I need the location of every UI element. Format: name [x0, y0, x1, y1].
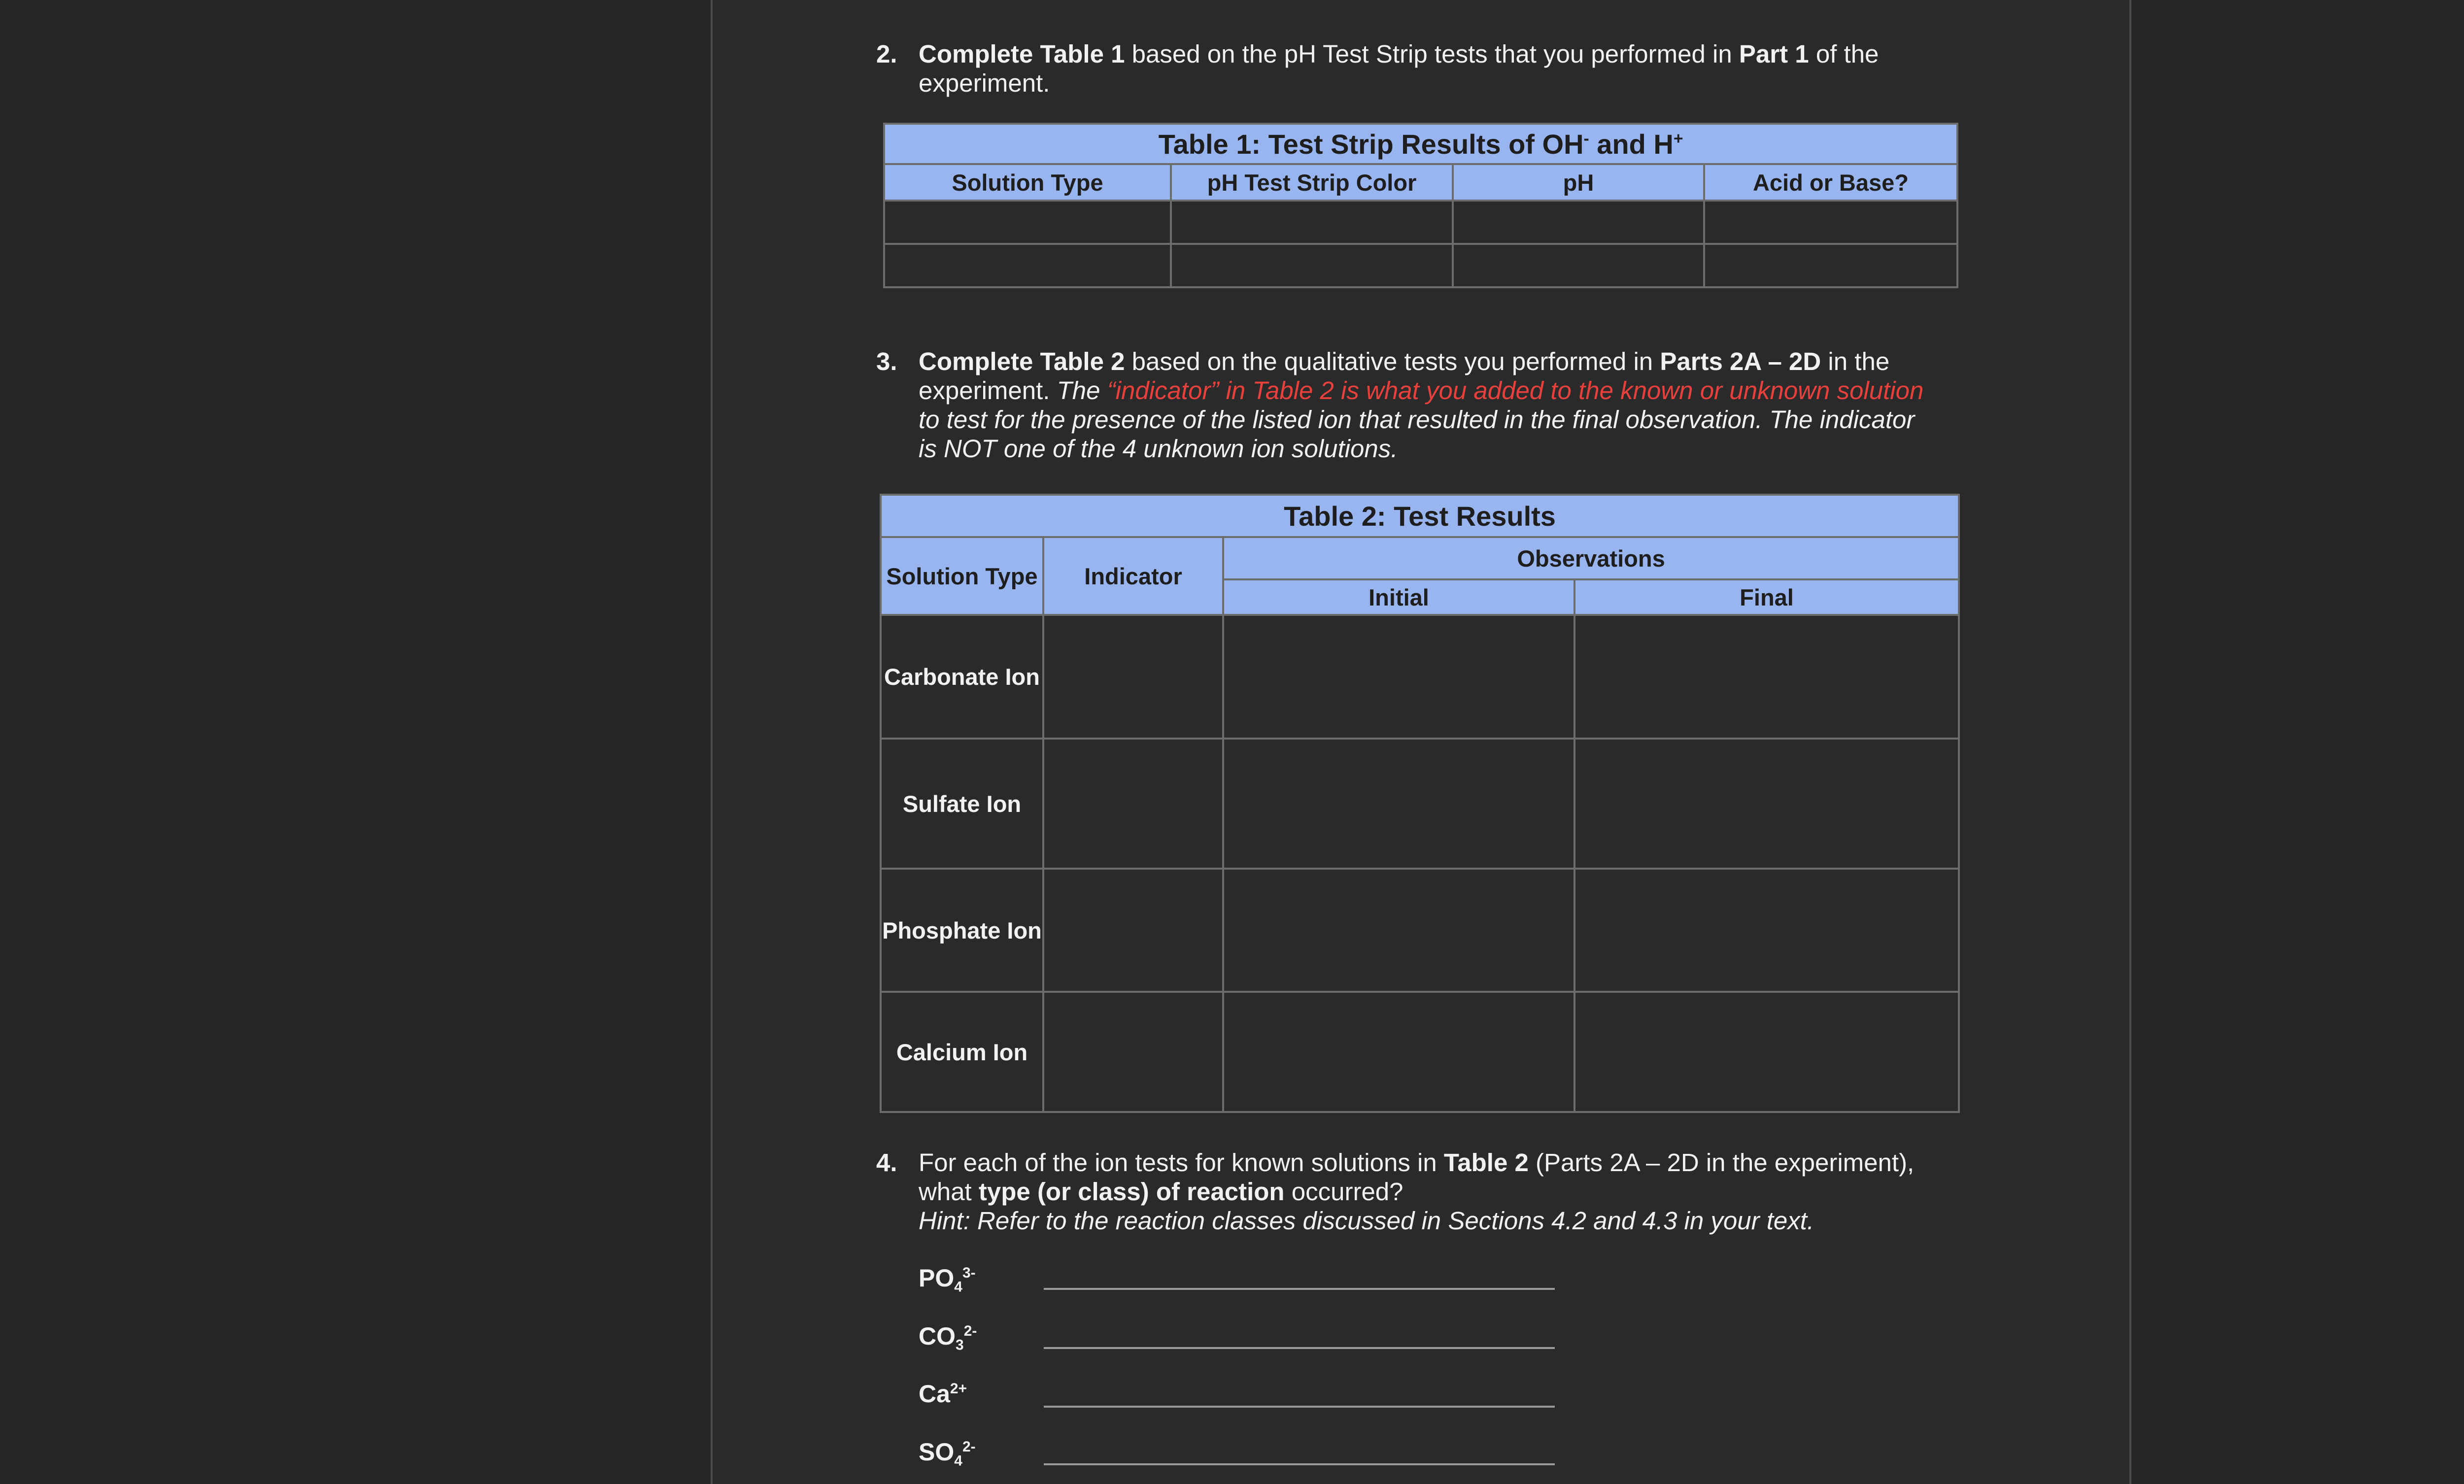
- answer-line-carbonate[interactable]: [1044, 1347, 1555, 1349]
- table-2-title: Table 2: Test Results: [881, 495, 1959, 537]
- table-1-cell[interactable]: [1171, 244, 1453, 287]
- answer-line-calcium[interactable]: [1044, 1406, 1555, 1408]
- table-2-cell[interactable]: [1574, 739, 1959, 869]
- table-1-cell[interactable]: [1171, 201, 1453, 244]
- table-1-cell[interactable]: [884, 201, 1171, 244]
- table-2-header-solution-type: Solution Type: [881, 537, 1043, 615]
- table-1-cell[interactable]: [884, 244, 1171, 287]
- table-2-cell[interactable]: [1223, 869, 1574, 992]
- table-2-cell[interactable]: [1574, 615, 1959, 739]
- table-1-cell[interactable]: [1704, 244, 1957, 287]
- ion-label-carbonate: $CO_3^{2-}$: [919, 1322, 977, 1353]
- table-2-header-observations: Observations: [1223, 537, 1959, 579]
- question-text-line4: is NOT one of the 4 unknown ion solutions.: [919, 435, 1398, 463]
- table-2-cell[interactable]: [1223, 992, 1574, 1112]
- question-text: Complete Table 1 based on the pH Test Strip tests that you performed in Part 1 of the: [919, 40, 1879, 68]
- ion-label-phosphate: $PO_4^{3-}$: [919, 1264, 976, 1295]
- table-2-cell[interactable]: [1043, 739, 1223, 869]
- table-1-cell[interactable]: [1453, 201, 1704, 244]
- table-1-title: Table 1: Test Strip Results of OH- and H+: [884, 124, 1957, 164]
- table-1: [883, 123, 1958, 288]
- question-number: 3.: [876, 347, 897, 375]
- question-number: 4.: [876, 1148, 897, 1177]
- table-2-cell[interactable]: [1043, 615, 1223, 739]
- question-text: For each of the ion tests for known solutions in Table 2 (Parts 2A – 2D in the experiment),: [919, 1148, 1915, 1177]
- table-2: [880, 494, 1960, 1113]
- table-1-header: pH Test Strip Color: [1171, 164, 1453, 201]
- ion-label-sulfate: $SO_4^{2-}$: [919, 1438, 976, 1469]
- table-2-cell[interactable]: [1223, 739, 1574, 869]
- question-text-line2: experiment.: [919, 69, 1050, 97]
- table-2-row-label: Phosphate Ion: [881, 869, 1043, 992]
- table-1-cell[interactable]: [1704, 201, 1957, 244]
- table-2-row-label: Carbonate Ion: [881, 615, 1043, 739]
- question-text: Complete Table 2 based on the qualitative tests you performed in Parts 2A – 2D in the: [919, 347, 1890, 375]
- answer-line-phosphate[interactable]: [1044, 1288, 1555, 1290]
- question-text-line3: to test for the presence of the listed ion that resulted in the final observation. The indicator: [919, 405, 1915, 434]
- table-2-header-final: Final: [1574, 579, 1959, 615]
- question-number: 2.: [876, 40, 897, 68]
- table-2-cell[interactable]: [1574, 992, 1959, 1112]
- table-2-header-initial: Initial: [1223, 579, 1574, 615]
- table-1-header: Acid or Base?: [1704, 164, 1957, 201]
- ion-label-calcium: $Ca^{2+}$: [919, 1380, 967, 1408]
- table-2-row-label: Sulfate Ion: [881, 739, 1043, 869]
- table-1-header: Solution Type: [884, 164, 1171, 201]
- question-hint: Hint: Refer to the reaction classes discussed in Sections 4.2 and 4.3 in your text.: [919, 1207, 1814, 1235]
- question-text-line2: what type (or class) of reaction occurred?: [919, 1178, 1403, 1206]
- question-text-line2: experiment. The “indicator” in Table 2 is what you added to the known or unknown solution: [919, 376, 1924, 405]
- table-2-cell[interactable]: [1043, 992, 1223, 1112]
- answer-line-sulfate[interactable]: [1044, 1463, 1555, 1465]
- table-2-cell[interactable]: [1574, 869, 1959, 992]
- table-1-cell[interactable]: [1453, 244, 1704, 287]
- table-2-cell[interactable]: [1223, 615, 1574, 739]
- table-2-cell[interactable]: [1043, 869, 1223, 992]
- table-1-header: pH: [1453, 164, 1704, 201]
- table-2-header-indicator: Indicator: [1043, 537, 1223, 615]
- table-2-row-label: Calcium Ion: [881, 992, 1043, 1112]
